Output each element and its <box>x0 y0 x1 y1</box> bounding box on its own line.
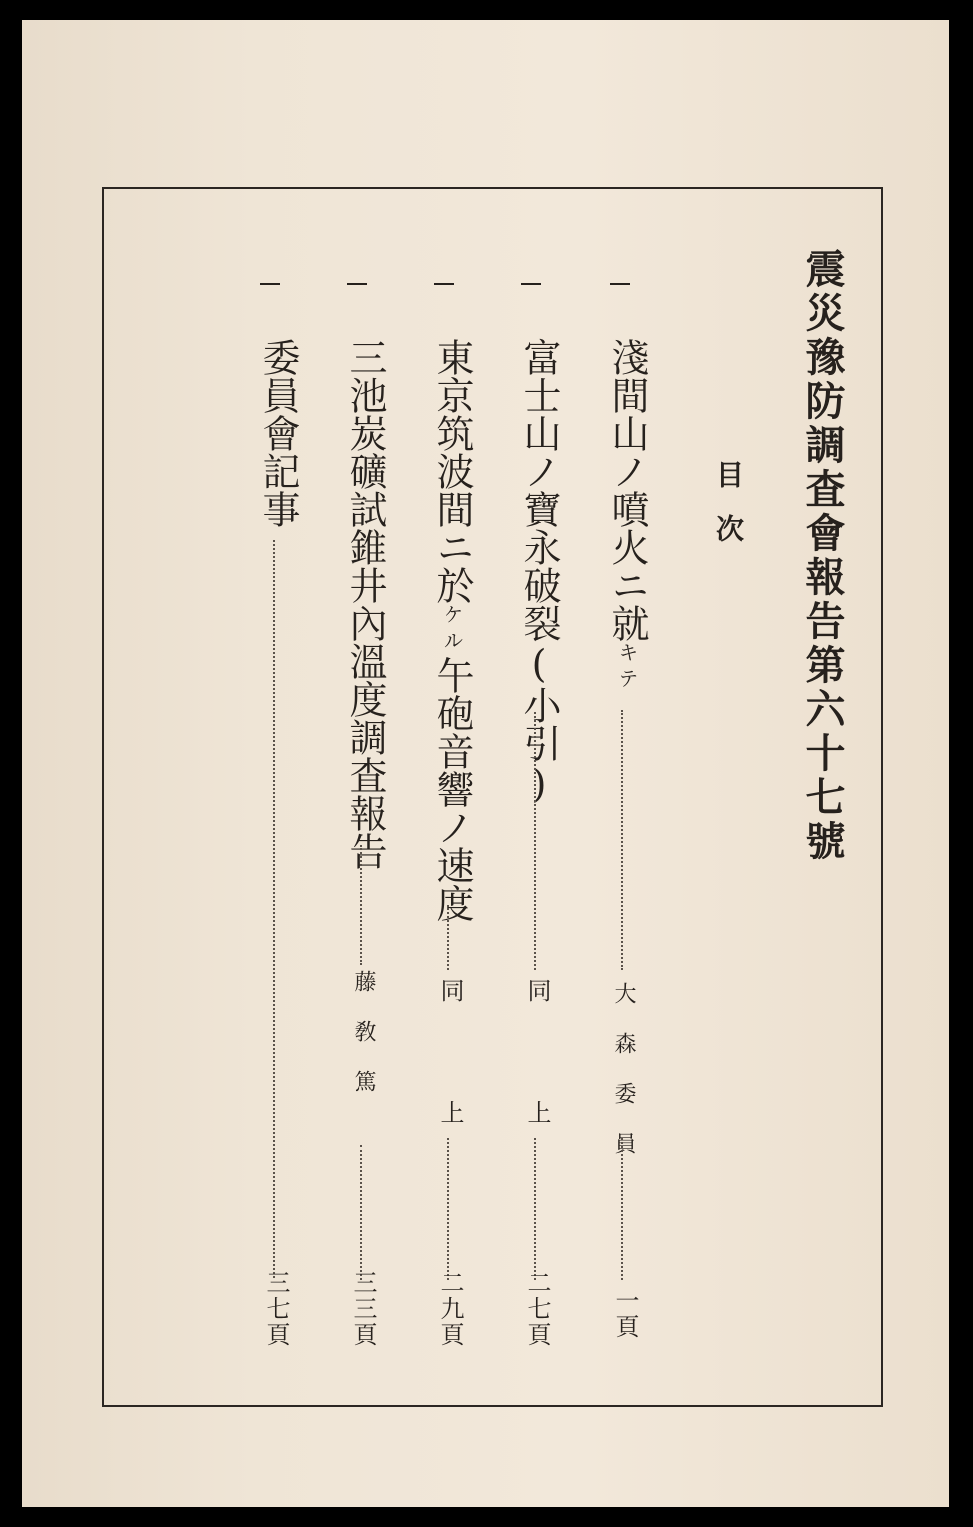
dot-leader <box>447 905 449 970</box>
entry-bullet <box>521 283 541 285</box>
toc-entry-author: 同 <box>523 978 551 1004</box>
toc-entry-title: 淺間山ノ噴火ニ就キテ <box>605 338 649 694</box>
entry-bullet <box>610 283 630 285</box>
toc-entry-title: 東京筑波間ニ於ケル午砲音響ノ速度 <box>430 338 474 922</box>
dot-leader <box>534 712 536 970</box>
toc-entry-page: 二九頁 <box>436 1270 464 1348</box>
toc-entry-author: 上 <box>523 1100 551 1126</box>
toc-entry-author: 大森委員 <box>611 982 636 1182</box>
dot-leader <box>534 1138 536 1280</box>
dot-leader <box>273 540 275 1278</box>
dot-leader <box>360 1145 362 1280</box>
toc-entry-title: 委員會記事 <box>256 338 300 528</box>
toc-entry-page: 一頁 <box>611 1288 639 1340</box>
toc-entry-title: 三池炭礦試錐井內溫度調査報告 <box>343 338 387 870</box>
toc-entry-title: 富士山ノ寶永破裂(小引) <box>517 338 561 806</box>
book-page <box>22 20 949 1507</box>
toc-entry-page: 三七頁 <box>262 1270 290 1348</box>
toc-entry-author: 藤敎篤 <box>351 970 376 1120</box>
entry-bullet <box>260 283 280 285</box>
toc-heading: 目次 <box>712 460 745 568</box>
report-title: 震災豫防調査會報告第六十七號 <box>799 248 846 864</box>
toc-entry-page: 二七頁 <box>523 1270 551 1348</box>
toc-entry-page: 三三頁 <box>349 1270 377 1348</box>
dot-leader <box>621 710 623 970</box>
page-frame <box>102 187 883 1407</box>
entry-bullet <box>434 283 454 285</box>
toc-entry-author: 上 <box>436 1100 464 1126</box>
dot-leader <box>621 1138 623 1280</box>
toc-entry-author: 同 <box>436 978 464 1004</box>
entry-bullet <box>347 283 367 285</box>
dot-leader <box>360 845 362 965</box>
dot-leader <box>447 1138 449 1280</box>
